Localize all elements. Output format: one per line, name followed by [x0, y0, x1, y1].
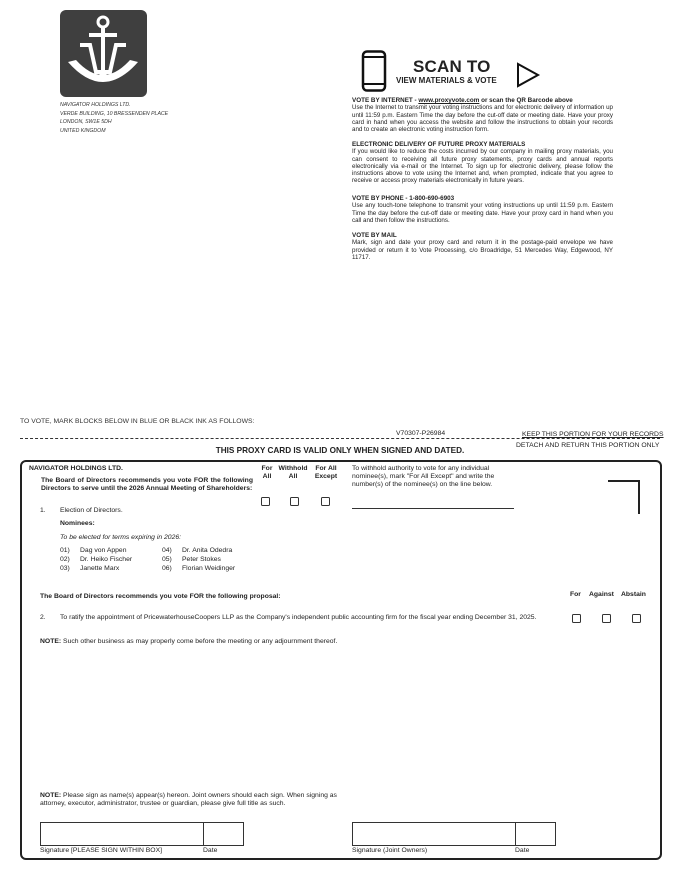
- nominee-number: 04): [162, 547, 172, 554]
- proposal-abstain-checkbox[interactable]: [632, 614, 641, 623]
- phone-body: Use any touch-tone telephone to transmit your voting instructions up until 11:59 p.m. Eastern Time the day before the cut-off date or meeting date. Have your proxy card in hand when you call and then follow the instructions.: [352, 202, 613, 224]
- company-logo: [60, 10, 147, 97]
- electronic-body: If you would like to reduce the costs incurred by our company in mailing proxy materials, you can consent to receiving all future proxy statements, proxy cards and annual reports electronically via e-mail or the Internet. To sign up for electronic delivery, please follow the instructions above to vote using the Internet and, when prompted, indicate that you agree to receive or access proxy materials electronically in future years.: [352, 148, 613, 185]
- nominee-number: 06): [162, 565, 172, 572]
- address-line: UNITED KINGDOM: [60, 127, 106, 134]
- internet-instructions: [352, 97, 613, 133]
- electronic-instructions: [352, 141, 613, 185]
- signature-box[interactable]: [40, 822, 244, 846]
- joint-signature-date-divider: [515, 822, 516, 846]
- internet-body: Use the Internet to transmit your voting instructions and for electronic delivery of information up until 11:59 p.m. Eastern Time the day before the cut-off date or meeting date. Have your proxy card in hand when you access the website and follow the instructions to obtain your records and to create an electronic voting instruction form.: [352, 104, 613, 134]
- withhold-all-checkbox[interactable]: [290, 497, 299, 506]
- phone-instructions: [352, 195, 613, 224]
- internet-heading: VOTE BY INTERNET - www.proxyvote.com or scan the QR Barcode above: [352, 97, 573, 104]
- address-line: NAVIGATOR HOLDINGS LTD.: [60, 102, 131, 108]
- for-header: For: [570, 591, 581, 598]
- except-write-in-line[interactable]: [352, 508, 514, 509]
- nominee-number: 02): [60, 556, 70, 563]
- nominee-name: Dr. Anita Odedra: [182, 547, 233, 554]
- electronic-heading: ELECTRONIC DELIVERY OF FUTURE PROXY MATERIALS: [352, 141, 526, 148]
- term-note: To be elected for terms expiring in 2026:: [60, 534, 182, 541]
- other-business-note: NOTE: Such other business as may properly come before the meeting or any adjournment thereof.: [40, 638, 338, 645]
- nominees-label: Nominees:: [60, 520, 95, 527]
- scan-subtitle: VIEW MATERIALS & VOTE: [396, 76, 497, 85]
- for-all-except-checkbox[interactable]: [321, 497, 330, 506]
- joint-signature-box[interactable]: [352, 822, 556, 846]
- abstain-header: Abstain: [621, 591, 646, 598]
- nominee-number: 01): [60, 547, 70, 554]
- scan-title: SCAN TO: [413, 57, 491, 76]
- joint-date-label: Date: [515, 847, 530, 854]
- signature-date-divider: [203, 822, 204, 846]
- nominee-number: 05): [162, 556, 172, 563]
- mail-body: Mark, sign and date your proxy card and return it in the postage-paid envelope we have provided or return it to Vote Processing, c/o Broadridge, 51 Mercedes Way, Edgewood, NY 11717.: [352, 239, 613, 261]
- nominee-name: Florian Weidinger: [182, 565, 236, 572]
- corner-mark: [608, 480, 640, 514]
- nominee-name: Dag von Appen: [80, 547, 127, 554]
- control-number: V70307-P26984: [396, 430, 446, 437]
- nominee-number: 03): [60, 565, 70, 572]
- phone-icon: [361, 50, 387, 92]
- against-header: Against: [589, 591, 614, 598]
- nominee-name: Peter Stokes: [182, 556, 221, 563]
- proxyvote-link[interactable]: www.proxyvote.com: [418, 97, 480, 104]
- item1-number: 1.: [40, 507, 46, 514]
- proposal-for-checkbox[interactable]: [572, 614, 581, 623]
- keep-portion-text: KEEP THIS PORTION FOR YOUR RECORDS: [522, 431, 664, 438]
- proposal-recommendation: The Board of Directors recommends you vote FOR the following proposal:: [40, 593, 281, 600]
- withhold-all-header: Withhold All: [278, 465, 308, 480]
- signature-label: Signature [PLEASE SIGN WITHIN BOX]: [40, 847, 163, 854]
- valid-notice: THIS PROXY CARD IS VALID ONLY WHEN SIGNED AND DATED.: [215, 446, 465, 455]
- joint-signature-label: Signature (Joint Owners): [352, 847, 428, 854]
- to-vote-instruction: TO VOTE, MARK BLOCKS BELOW IN BLUE OR BLACK INK AS FOLLOWS:: [20, 418, 255, 425]
- mail-heading: VOTE BY MAIL: [352, 232, 397, 239]
- proposal-against-checkbox[interactable]: [602, 614, 611, 623]
- nominee-name: Dr. Heiko Fischer: [80, 556, 133, 563]
- phone-heading: VOTE BY PHONE - 1-800-690-6903: [352, 195, 455, 202]
- mail-instructions: [352, 232, 613, 261]
- detach-portion-text: DETACH AND RETURN THIS PORTION ONLY: [516, 442, 660, 449]
- detach-line: [20, 438, 660, 439]
- item1-text: Election of Directors.: [60, 507, 123, 514]
- address-line: LONDON, SW1E 5DH: [60, 119, 112, 125]
- withhold-instruction: To withhold authority to vote for any individual nominee(s), mark "For All Except" and write the number(s) of the nominee(s) on the line below.: [352, 465, 495, 488]
- item2-number: 2.: [40, 614, 46, 621]
- item2-text: To ratify the appointment of PricewaterhouseCoopers LLP as the Company's independent public accounting firm for the fiscal year ending December 31, 2025.: [60, 614, 537, 621]
- arrow-icon: [515, 62, 541, 88]
- signing-note: NOTE: Please sign as name(s) appear(s) hereon. Joint owners should each sign. When signing as attorney, executor, administrator, trustee or guardian, please give full title as such.: [40, 792, 337, 807]
- for-all-header: For All: [261, 465, 273, 480]
- for-all-checkbox[interactable]: [261, 497, 270, 506]
- sextant-icon: [60, 10, 147, 97]
- company-address: [60, 101, 168, 135]
- date-label: Date: [203, 847, 218, 854]
- card-company-name: NAVIGATOR HOLDINGS LTD.: [29, 465, 123, 472]
- nominee-name: Janette Marx: [80, 565, 120, 572]
- address-line: VERDE BUILDING, 10 BRESSENDEN PLACE: [60, 110, 169, 117]
- for-all-except-header: For All Except: [314, 465, 338, 480]
- directors-recommendation: The Board of Directors recommends you vote FOR the following Directors to serve until the 2026 Annual Meeting of Shareholders:: [41, 477, 253, 492]
